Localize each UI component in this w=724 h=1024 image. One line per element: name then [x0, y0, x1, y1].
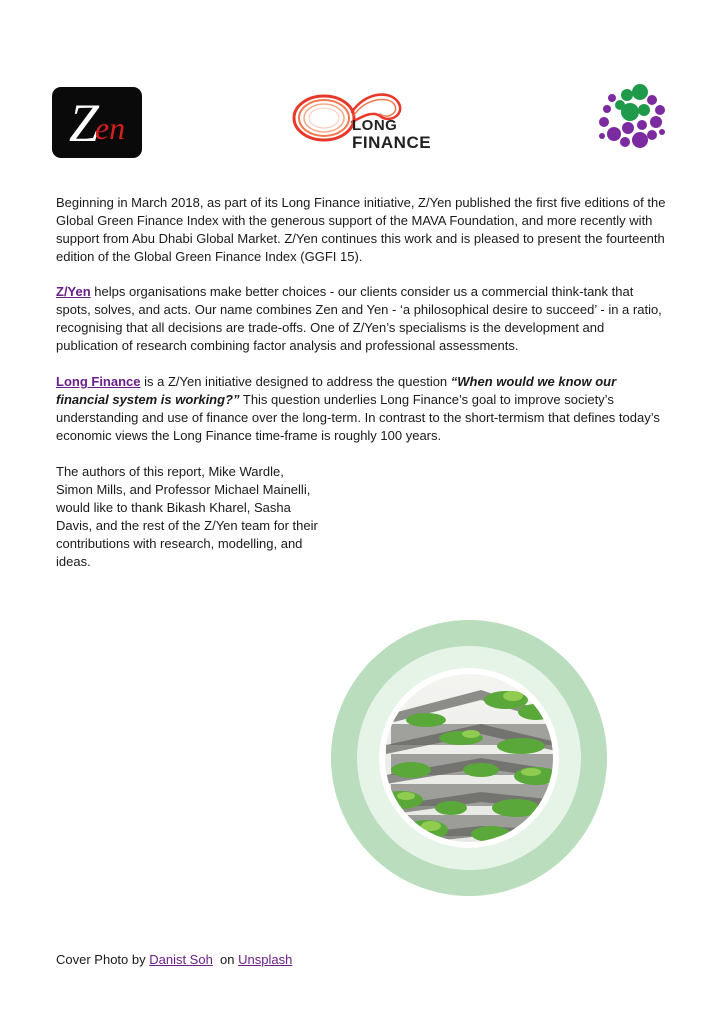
long-finance-question: “When would we know our financial system is working?” — [56, 374, 617, 407]
photo-credit — [56, 951, 292, 969]
long-finance-wordmark — [352, 117, 431, 151]
unsplash-link[interactable]: Unsplash — [238, 952, 293, 967]
long-finance-text-2: This question underlies Long Finance’s goal to improve society’s understanding and use of finance over the long-term. In contrast to the short-termism that defines today’s economic views the Long Finance time-frame is roughly 100 years. — [56, 392, 660, 443]
cover-photo — [331, 620, 607, 896]
long-finance-logo — [290, 82, 460, 160]
credit-prefix: Cover Photo by — [56, 952, 150, 967]
credit-middle: on — [212, 952, 239, 967]
long-finance-text-1: is a Z/Yen initiative designed to address the question — [140, 374, 451, 389]
zyen-paragraph — [56, 283, 668, 355]
intro-paragraph: Beginning in March 2018, as part of its Long Finance initiative, Z/Yen published the first five editions of the Global Green Finance Index with the generous support of the MAVA Foundation, and more recently with support from Abu Dhabi Global Market. Z/Yen continues this work and is pleased to present the fourteenth edition of the Global Green Finance Index (GGFI 15). — [56, 195, 666, 264]
zyen-paragraph-text: helps organisations make better choices - our clients consider us a commercial think-tank that spots, solves, and acts. Our name combines Zen and Yen - ‘a philosophical desire to succeed’ - in a ratio, recognising that all decisions are trade-offs. One of Z/Yen’s specialisms is the development and publication of research combining factor analysis and professional assessments. — [56, 284, 662, 353]
photographer-link[interactable]: Danist Soh — [149, 952, 213, 967]
long-finance-paragraph — [56, 373, 668, 445]
long-finance-link[interactable]: Long Finance — [56, 374, 141, 389]
zyen-link[interactable]: Z/Yen — [56, 284, 91, 299]
zyen-logo-en: en — [94, 110, 126, 146]
zyen-logo-z: Z — [68, 92, 99, 153]
dots-logo — [594, 78, 670, 154]
authors-paragraph: The authors of this report, Mike Wardle, Simon Mills, and Professor Michael Mainelli, would like to thank Bikash Kharel, Sasha Davis, and the rest of the Z/Yen team for their contributions with research, modelling, and ideas. — [56, 464, 318, 569]
long-finance-line2: FINANCE — [352, 133, 432, 152]
long-finance-line1: LONG — [352, 117, 398, 134]
zyen-logo — [52, 87, 142, 158]
